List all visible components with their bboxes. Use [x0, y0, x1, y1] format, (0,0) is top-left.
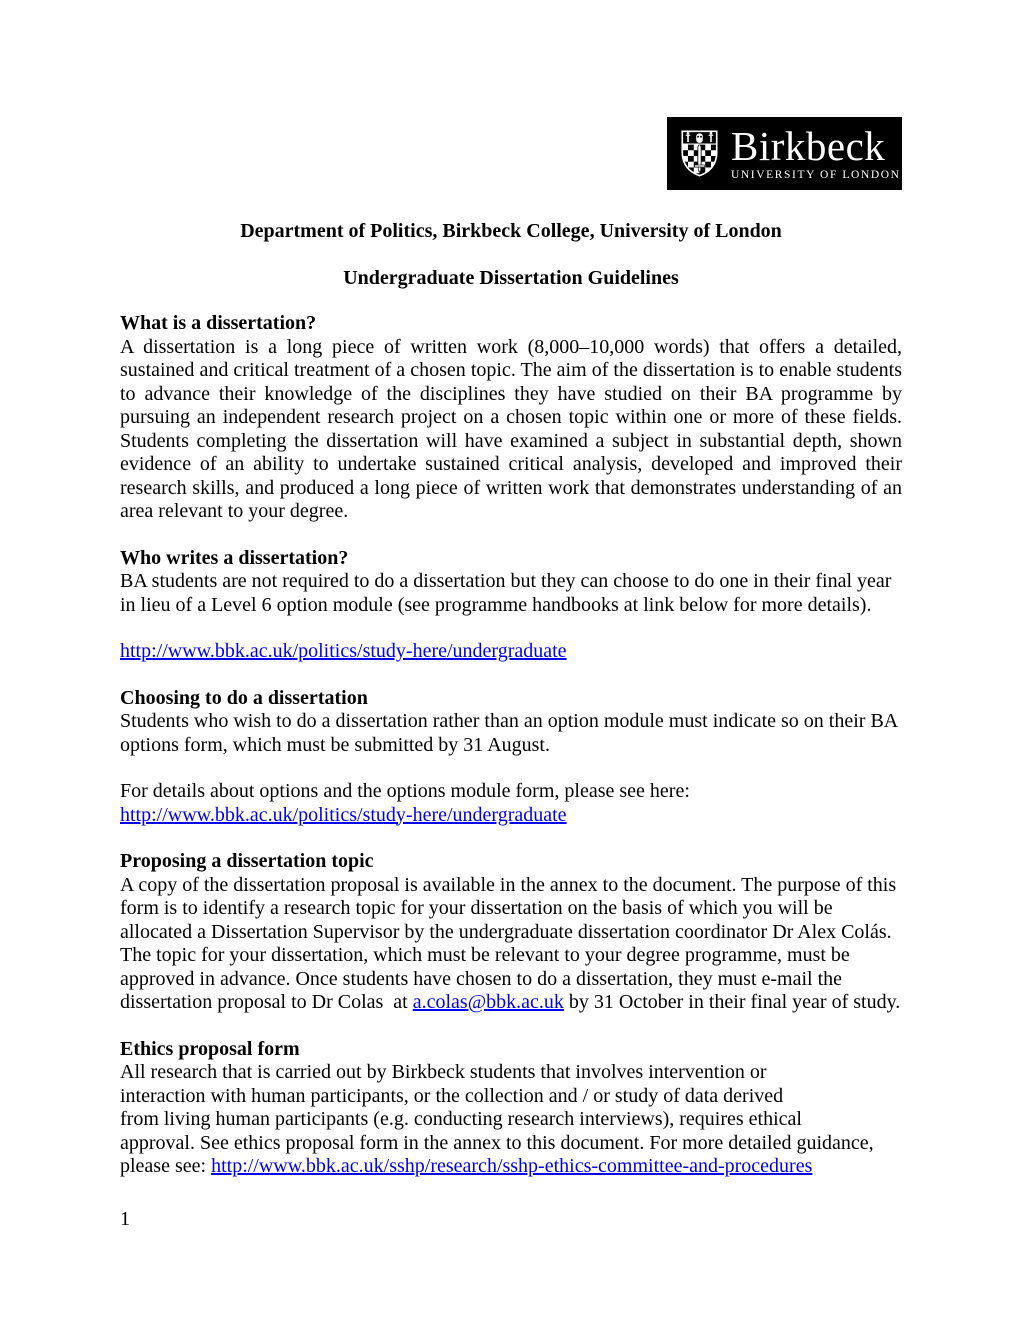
section-heading-choosing: Choosing to do a dissertation: [120, 686, 368, 709]
undergraduate-link-2[interactable]: http://www.bbk.ac.uk/politics/study-here/undergraduate: [120, 803, 567, 826]
section-heading-proposing: Proposing a dissertation topic: [120, 850, 374, 872]
proposing-text-after-link: by 31 October in their final year of study.: [563, 991, 901, 1013]
document-title: Undergraduate Dissertation Guidelines: [343, 266, 679, 289]
proposing-text-before-link: A copy of the dissertation proposal is available in the annex to the document. The purpose of this form is to identify a research topic for your dissertation on the basis of which you will be allocated a Dissertation Supervisor by the undergraduate dissertation coordinator Dr Alex Colás. The topic for your dissertation, which must be relevant to your degree programme, must be approved in advance. Once students have chosen to do a dissertation, they must e-mail the dissertation proposal to Dr Colas at: [120, 873, 902, 1013]
undergraduate-link-1[interactable]: http://www.bbk.ac.uk/politics/study-here/undergraduate: [120, 640, 567, 662]
logo-wordmark: Birkbeck: [731, 122, 886, 169]
ethics-link-prefix: please see:: [120, 1155, 212, 1177]
email-link[interactable]: a.colas@bbk.ac.uk: [412, 991, 564, 1013]
ethics-last-line: [120, 1155, 902, 1179]
link-line-undergraduate-1: [120, 640, 902, 664]
page-number: 1: [120, 1208, 130, 1230]
ethics-line: All research that is carried out by Birkbeck students that involves intervention or: [120, 1061, 767, 1083]
section-heading-what: What is a dissertation?: [120, 312, 317, 334]
logo-subtitle: UNIVERSITY OF LONDON: [731, 168, 901, 181]
paragraph-what: A dissertation is a long piece of written work (8,000–10,000 words) that offers a detailed, sustained and critical treatment of a chosen topic. The aim of the dissertation is to enable students to advance their knowledge of the disciplines they have studied on their BA programme by pursuing an independent research project on a chosen topic within one or more of these fields. Students completing the dissertation will have examined a subject in substantial depth, shown evidence of an ability to undertake sustained critical analysis, developed and improved their research skills, and produced a long piece of written work that demonstrates understanding of an area relevant to your degree.: [120, 335, 902, 522]
paragraph-ethics: [120, 1061, 902, 1179]
department-heading: Department of Politics, Birkbeck College, University of London: [240, 220, 782, 242]
ethics-procedures-link[interactable]: http://www.bbk.ac.uk/sshp/research/sshp-ethics-committee-and-procedures: [211, 1155, 813, 1177]
birkbeck-crest-icon: [679, 127, 720, 180]
ethics-line: interaction with human participants, or the collection and / or study of data derived: [120, 1084, 784, 1107]
ethics-line: approval. See ethics proposal form in the annex to this document. For more detailed guidance,: [120, 1131, 874, 1154]
paragraph-who: BA students are not required to do a dissertation but they can choose to do one in their final year in lieu of a Level 6 option module (see programme handbooks at link below for more details).: [120, 570, 892, 616]
ethics-line: from living human participants (e.g. conducting research interviews), requires ethical: [120, 1108, 802, 1130]
birkbeck-logo: [667, 117, 902, 190]
logo-text: [731, 122, 901, 182]
link-line-undergraduate-2: [120, 804, 902, 828]
section-heading-who: Who writes a dissertation?: [120, 546, 349, 569]
logo-row: [120, 117, 902, 190]
paragraph-proposing: [120, 874, 902, 1015]
options-note: For details about options and the options module form, please see here:: [120, 780, 690, 802]
section-heading-ethics: Ethics proposal form: [120, 1037, 300, 1060]
paragraph-choosing: Students who wish to do a dissertation rather than an option module must indicate so on their BA options form, which must be submitted by 31 August.: [120, 710, 898, 756]
